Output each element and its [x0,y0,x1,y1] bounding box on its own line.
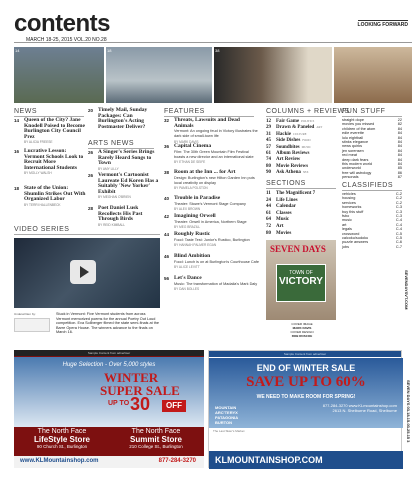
ad-top-bar: Sample Content from advertiser [209,351,401,357]
item-headline: Poet Daniel Lusk Recollects His Past Through Birds [98,205,143,223]
fun-name: edie everette [342,131,364,136]
column-topic: SEX [302,170,309,175]
photo-art[interactable] [214,47,332,103]
page-number: 40 [164,196,170,201]
fun-item[interactable] [342,175,402,179]
feature-item[interactable] [164,170,260,191]
store-address: 210 College St., Burlington [129,444,183,449]
features-heading: FEATURES [164,108,205,115]
item-headline: Let's Dance [174,275,202,281]
page-number: C-2 [395,200,402,205]
arts-item[interactable] [88,206,160,228]
classified-item[interactable] [342,214,402,218]
fun-name: news quirks [342,144,363,149]
item-headline: Timely Mail, Sunday Packages: Can Burlington's Acting Postmaster Deliver? [98,107,148,130]
classified-item[interactable] [342,232,402,236]
section-item[interactable] [266,191,315,196]
column-topic: ART [316,125,323,130]
section-item[interactable] [266,224,284,229]
page-number: 84 [397,153,402,158]
page-number: 22 [397,118,402,122]
ad-percent: 30 [130,394,151,414]
section-name: Calendar [276,204,296,210]
item-byline: BY ALEX BROWN [174,206,201,211]
ad-save-headline: SAVE UP TO 60% [246,374,366,390]
page-number: 20 [88,108,94,113]
classified-name: services [342,200,356,205]
fun-name: jen sorensen [342,148,364,153]
section-item[interactable] [266,211,292,216]
fun-item[interactable] [342,144,402,148]
page-number: 44 [266,204,271,210]
sidebar-url: SEVENDAYSVT.COM [404,270,409,310]
fun-stuff-heading: FUN STUFF [342,108,386,115]
item-headline: Threats, Lawsuits and Dead Animals [174,117,240,129]
ad-up-to: UP TO [108,400,130,407]
page-number: 29 [266,125,271,131]
sign-town: TOWN OF [289,270,313,276]
feature-item[interactable] [164,144,260,165]
classified-item[interactable] [342,245,402,249]
page-number: 84 [397,140,402,144]
ad-huge-selection: Huge Selection - Over 5,000 styles [62,362,156,368]
column-item[interactable] [266,119,314,124]
classified-item[interactable] [342,240,402,244]
news-item[interactable] [14,118,86,146]
item-headline: Imagining Orwell [174,213,216,219]
page-number: 84 [397,157,402,162]
classified-item[interactable] [342,205,402,209]
section-name: The Magnificent 7 [276,191,316,196]
ad-url[interactable]: www.KLMountainshop.com [20,458,99,464]
page-number: C-5 [395,236,402,240]
item-byline: BY MARK DAVIS [174,139,199,144]
page-number: C-7 [395,244,402,249]
sections-heading: SECTIONS [266,180,306,187]
divider [342,116,402,117]
fun-name: red meat [342,153,357,158]
cover-design-label: COVER DESIGN [290,330,314,334]
item-headline: A Singer's Series Brings Rarely Heard Songs to Town [98,149,155,167]
photo-news[interactable] [14,47,104,103]
store-sub: LifeStyle Store [33,435,90,444]
fun-item[interactable] [342,127,402,131]
brand-name: PATAGONIA [215,415,239,420]
store-name: The North Face [131,428,181,435]
underwritten-label: Underwritten by: [14,312,36,316]
page-number: 36 [164,144,170,149]
column-name: Album Reviews [276,151,310,156]
page-number: 11 [266,191,271,196]
page-number: 28 [88,206,94,211]
page-number: 56 [164,276,170,281]
ad-address: 877-284-3270 www.KLmountainshop.com 2613 N. Shelburne Road, Shelburne [322,403,397,413]
arts-news-heading: ARTS NEWS [88,140,134,147]
column-item[interactable] [266,151,311,156]
issue-dateline: MARCH 18-25, 2015 VOL.20 NO.28 [26,37,107,43]
item-byline: BY MOLLY WALSH [24,171,52,176]
victory-sign [276,264,326,302]
page-number: 82 [397,122,402,127]
photo-page-number: 14 [15,48,20,53]
feature-item[interactable] [164,196,260,212]
item-byline: BY MEG BRAZILL [174,224,201,229]
classified-item[interactable] [342,196,402,200]
page-number: C-3 [395,214,402,218]
section-item[interactable] [266,204,296,209]
divider [266,188,336,189]
ad-off-badge: OFF [162,400,186,412]
page-number: C-6 [395,240,402,245]
page-number: C-3 [395,205,402,210]
arts-item[interactable] [88,150,160,172]
fun-name: straight dope [342,118,364,122]
page-number: 84 [397,135,402,140]
fun-name: deep dark fears [342,157,369,162]
classified-name: legals [342,227,352,232]
section-item[interactable] [266,217,289,222]
fun-name: stinks elegance [342,140,369,144]
item-byline: BY HANNAH PALMER EGAN [174,242,217,247]
folio-page: 3 [406,440,411,443]
page-number: 64 [266,217,271,223]
item-byline: BY DAN BOLLES [174,286,200,291]
cover-design-credit: ROB ROSCOE [291,334,313,338]
feature-item[interactable] [164,232,260,248]
page-number: 57 [266,144,271,150]
classified-item[interactable] [342,223,402,227]
classified-name: music [342,218,352,223]
fun-item[interactable] [342,162,402,166]
page-number: 24 [266,197,271,203]
fun-item[interactable] [342,131,402,135]
classified-item[interactable] [342,218,402,222]
classified-name: crossword [342,231,360,236]
page-number: 87 [397,175,402,180]
item-description: Music: The transformation of Madaila's Mark Daly [174,281,258,286]
classified-name: vehicles [342,192,356,196]
fun-item[interactable] [342,149,402,153]
fun-name: children of the atom [342,126,376,131]
fun-name: underworld [342,166,361,171]
feature-item[interactable] [164,118,260,145]
item-byline: BY ETHAN DE SEIFE [174,160,206,164]
column-name: Drawn & Paneled [276,125,315,131]
news-item[interactable] [14,186,86,208]
divider [266,116,336,117]
feature-item[interactable] [164,276,260,292]
cover-image-credit: MARK DAVIS [292,326,312,330]
photo-feature[interactable] [106,47,212,103]
column-name: Fair Game [276,119,300,124]
page-number: C-3 [395,209,402,214]
item-byline: BY MEGHAN O'BRIEN [98,195,131,200]
page-number: C-2 [395,196,402,201]
page-number: 18 [14,186,20,191]
ad-super-sale: SUPER SALE [100,383,180,398]
section-name: Life Lines [276,197,298,203]
column-item[interactable] [266,125,322,130]
photo-page-number: 38 [215,48,220,53]
item-description: Design: Burlington's new Hilton Garden Inn puts local creativity on display [174,175,255,185]
page-number: 80 [266,163,271,169]
page-number: 14 [14,118,20,123]
feature-item[interactable] [164,214,260,230]
item-headline: State of the Union: Shumlin Strikes Out With Organized Labor [24,185,86,203]
classified-name: art [342,222,347,227]
item-byline: BY ALICE LEVITT [174,264,200,269]
cover-logo: SEVEN DAYS [270,244,326,254]
brand-name: ARC'TERYX [215,410,238,415]
ad-footer [14,456,204,468]
page-number: 32 [164,118,170,123]
folio-title: SEVEN DAYS [406,380,411,406]
columns-heading: COLUMNS + REVIEWS [266,108,350,115]
page-number: 61 [266,151,271,156]
column-item[interactable] [266,145,311,150]
item-description: Food: Taste Test: Junior's Rustico, Burlington [174,237,250,242]
page-number: 44 [164,232,170,237]
classified-name: calcoku/sudoku [342,236,369,240]
fun-name: this modern world [342,162,372,166]
news-item[interactable] [14,149,86,177]
page-number: 84 [397,126,402,131]
item-byline: BY ALICIA FREESE [24,140,53,145]
page-number: 84 [397,162,402,166]
column-name: Movie Reviews [276,163,309,169]
classified-name: homeworks [342,205,362,210]
column-item[interactable] [266,132,307,137]
item-byline: BY AMY LILLY [98,166,119,171]
section-name: Art [276,224,284,229]
page-number: 61 [266,210,271,216]
page-number: 16 [14,149,20,154]
cover-image-label: COVER IMAGE [291,322,313,326]
item-description: Theater: Orwell in America, Northern Stage [174,219,247,224]
classified-item[interactable] [342,210,402,214]
classified-name: fsbo [342,214,350,218]
page-number: 86 [397,170,402,175]
header-rule [14,42,412,43]
ad-end-of-winter: END OF WINTER SALE [256,363,356,373]
video-caption: Stuck in Vermont: Five Vermont students from across Vermont memorized poems for the annual Poetry Out Loud competition. Eva Sollberger filmed the state semi-finals at the Barre Opera House. The winners advance to the finals on March 16. [56,312,159,335]
item-description: Food: Lunch is on at Burlington's Courthouse Cafe [174,259,259,264]
page-number: C-4 [395,218,402,223]
item-headline: Capital Cinema [174,143,212,149]
item-headline: Vermont's Cartoonist Laureate Ed Koren Has a Suitably 'New Yorker' Exhibit [98,172,159,195]
fun-item[interactable] [342,158,402,162]
fun-item[interactable] [342,122,402,126]
folio-date: 03.18.15-03.25.15 [406,406,411,440]
page-number: 84 [397,131,402,136]
photo-page-number: 18 [107,48,112,53]
page-number: 46 [164,254,170,259]
classified-name: buy this stuff [342,209,364,214]
column-item[interactable] [266,164,310,169]
north-face-ad[interactable] [14,350,204,468]
page-number: 85 [397,166,402,171]
item-headline: Trouble in Paradise [174,195,221,201]
column-topic: CULTURE [293,131,307,136]
fun-item[interactable] [342,140,402,144]
item-headline: Blind Ambition [174,253,211,259]
column-topic: MUSIC [301,144,312,149]
feature-item[interactable] [164,254,260,270]
page-number: 38 [164,170,170,175]
side-folio [406,380,411,442]
item-description: Vermont: An ongoing feud in Victory illustrates the dark side of small-town life [174,129,258,139]
page-number: 31 [266,131,271,137]
classified-name: housing [342,196,356,201]
page-number: C-2 [395,192,402,196]
arts-item[interactable] [88,173,160,201]
fun-item[interactable] [342,153,402,157]
item-byline: BY REID KIMBALL [98,222,126,227]
column-topic: FOOD [302,138,311,143]
item-headline: Queen of the City? Jane Knodell Poised to Become Burlington City Council Prez [24,117,85,140]
play-icon [70,260,96,284]
store-sub: Summit Store [129,435,182,444]
item-description: Film: The 30th Green Mountain Film Festival boasts a new director and an international slate [174,149,254,159]
page-number: C-5 [395,231,402,236]
ad-top-bar: Sample Content from advertiser [14,350,204,356]
page-number: 80 [266,230,271,236]
fun-name: personals [342,175,359,180]
classified-name: puzzle answers [342,240,369,245]
store-name: The North Face [37,428,87,435]
page-number: 84 [397,144,402,149]
page-number: C-4 [395,222,402,227]
column-item[interactable] [266,157,302,162]
column-item[interactable] [266,138,310,143]
page-number: 90 [266,170,271,176]
page-number: 26 [88,150,94,155]
fun-item[interactable] [342,171,402,175]
classifieds-heading: CLASSIFIEDS [342,182,394,189]
divider [14,234,160,235]
video-heading: VIDEO SERIES [14,226,70,233]
classified-item[interactable] [342,236,402,240]
page-title: contents [14,10,111,37]
page-number: 72 [266,224,271,229]
page-number: 42 [164,214,170,219]
classified-item[interactable] [342,227,402,231]
item-headline: Roughly Rustic [174,231,211,237]
column-topic: POLITICS [301,119,315,123]
cover-image[interactable] [266,240,336,320]
ad-credit: The Last Skier's Market [213,429,245,433]
ad-brand-list [215,405,315,425]
classified-item[interactable] [342,192,402,196]
page-number: 26 [88,173,94,178]
ad-phone: 877-284-3270 [158,458,196,464]
section-name: Classes [276,210,292,216]
section-name: Music [276,217,290,223]
page-number: C-4 [395,227,402,232]
news-item[interactable] [88,108,160,130]
item-byline: BY PAMELA POLSTON [174,186,208,190]
ad-store-1 [18,428,106,449]
page-number: 74 [266,157,271,163]
column-name: Art Review [276,157,301,163]
column-name: Ask Athena [276,170,301,176]
column-name: Hackie [276,131,291,137]
play-button[interactable] [70,260,96,284]
fun-name: movies you missed [342,122,375,127]
store-address: 90 Church St., Burlington [36,444,88,449]
sign-name: VICTORY [279,276,323,287]
fun-name: free will astrology [342,170,372,175]
item-byline: BY TERRI HALLENBECK [24,202,61,207]
page-number: 45 [266,138,271,144]
fun-item[interactable] [342,166,402,170]
item-description: Theater: Stowe's Vermont Stage Company [174,201,246,206]
video-thumbnail[interactable] [14,238,160,308]
ad-store-2 [112,428,200,449]
fun-name: lulu eightball [342,135,364,140]
classified-item[interactable] [342,201,402,205]
sponsor-logo [14,318,50,332]
section-item[interactable] [266,231,291,236]
fun-item[interactable] [342,118,402,122]
column-item[interactable] [266,170,309,175]
classified-name: jobs [342,244,349,249]
item-headline: Room at the Inn ... for Art [174,169,236,175]
brand-name: MOUNTAIN [215,405,237,410]
brand-name: BURTON [215,420,233,425]
page-number: 84 [397,148,402,153]
photo-side[interactable] [334,47,412,103]
news-heading: NEWS [14,108,37,115]
divider [342,190,402,191]
looking-forward-label: LOOKING FORWARD [357,22,408,28]
column-name: Side Dishes [276,138,301,144]
column-name: Soundbites [276,144,300,150]
kl-mountainshop-ad[interactable] [208,350,402,468]
ad-spring-note: WE NEED TO MAKE ROOM FOR SPRING! [256,394,356,400]
item-headline: Lucrative Lesson: Vermont Schools Look to Recruit More International Students [24,148,84,171]
section-name: Movies [276,230,292,236]
page-number: 12 [266,119,271,124]
ad-winter: WINTER [104,370,159,385]
kl-logo[interactable]: KLMOUNTAINSHOP.COM [209,451,403,469]
fun-item[interactable] [342,136,402,140]
cover-credits [282,322,322,338]
section-item[interactable] [266,198,298,203]
